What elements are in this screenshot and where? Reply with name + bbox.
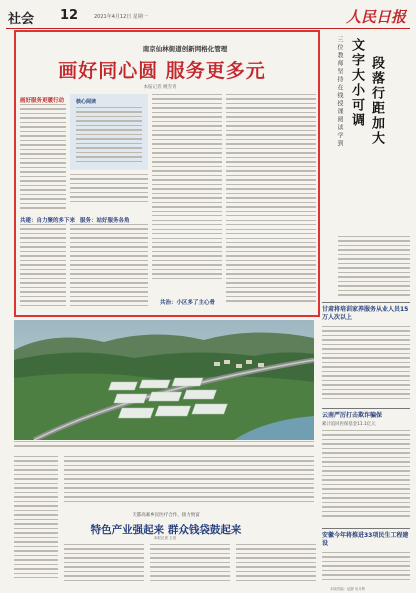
bottom-headline[interactable]: 特色产业强起来 群众钱袋鼓起来 (90, 524, 242, 536)
bottom-byline: 本报记者 王浩 (153, 536, 177, 540)
lead-subhead-3: 服务：站好服务各角 (80, 218, 130, 224)
bottom-kicker: 天都高素乡民医疗合作，接力致富 (132, 513, 200, 518)
page-number: 12 (60, 8, 79, 23)
lead-byline: 本报记者 姚雪青 (143, 85, 177, 90)
lead-column-4-text (226, 94, 316, 312)
masthead (6, 6, 410, 29)
brief-2-text (322, 430, 410, 526)
dateline: 2021年4月12日 星期一 (94, 14, 148, 20)
right-rule-3 (322, 528, 410, 529)
brief-2-subhead: 累计追回医保基金11.1亿元 (322, 422, 376, 427)
page-footer: 本版责编：赵静 吴月辉 (330, 587, 365, 591)
core-reading-box (70, 94, 148, 170)
lead-column-2-text (70, 174, 148, 206)
side-headline-2: 段落行距加大 (369, 56, 384, 146)
newspaper-logo: 人民日报 (345, 8, 406, 26)
side-article-text (338, 236, 410, 300)
brief-3-headline: 安徽今年将推进33项民生工程建设 (322, 532, 409, 547)
side-divider (322, 34, 326, 224)
lead-column-1-text (20, 104, 66, 214)
side-headline-1: 文字大小可调 (349, 38, 364, 128)
lead-column-3-text (152, 94, 222, 294)
core-reading-text (76, 107, 142, 167)
photo-caption-lines (14, 441, 314, 451)
photo-caption (14, 441, 314, 451)
bottom-article-col-2 (150, 544, 230, 588)
brief-1-text (322, 326, 410, 406)
right-rule-2 (322, 408, 410, 409)
bottom-article-intro (64, 456, 314, 508)
core-reading-title: 核心阅读 (76, 99, 97, 105)
lead-subhead-1: 画好服务更暖行动 (20, 98, 65, 104)
lead-column-2-text-b (70, 224, 148, 312)
side-article (332, 32, 406, 232)
bottom-article-col-1 (64, 544, 144, 588)
section-name: 社会 (8, 12, 35, 27)
bottom-article-col-3 (236, 544, 316, 588)
landscape-photo (14, 320, 314, 440)
right-rule-1 (322, 302, 410, 303)
lead-column-1-text-b (20, 224, 66, 312)
lead-headline[interactable]: 画好同心圆 服务更多元 (58, 60, 266, 82)
brief-3-text (322, 552, 410, 584)
side-kicker: 三位教师坚持在线授课阅读学到 (336, 36, 343, 148)
brief-1-headline: 甘肃将培训家养服务从业人员15万人次以上 (322, 306, 409, 321)
lower-left-text (14, 456, 58, 586)
lead-subhead-2: 共建：自力聚的多下来 (20, 218, 76, 224)
lead-subhead-4: 共治：小区多了主心骨 (160, 300, 216, 306)
brief-2-headline: 云南严厉打击欺诈骗保 (322, 412, 383, 419)
lead-kicker: 南京仙林街道创新网格化管理 (142, 45, 228, 53)
greenhouse-valley-photo (14, 320, 314, 440)
